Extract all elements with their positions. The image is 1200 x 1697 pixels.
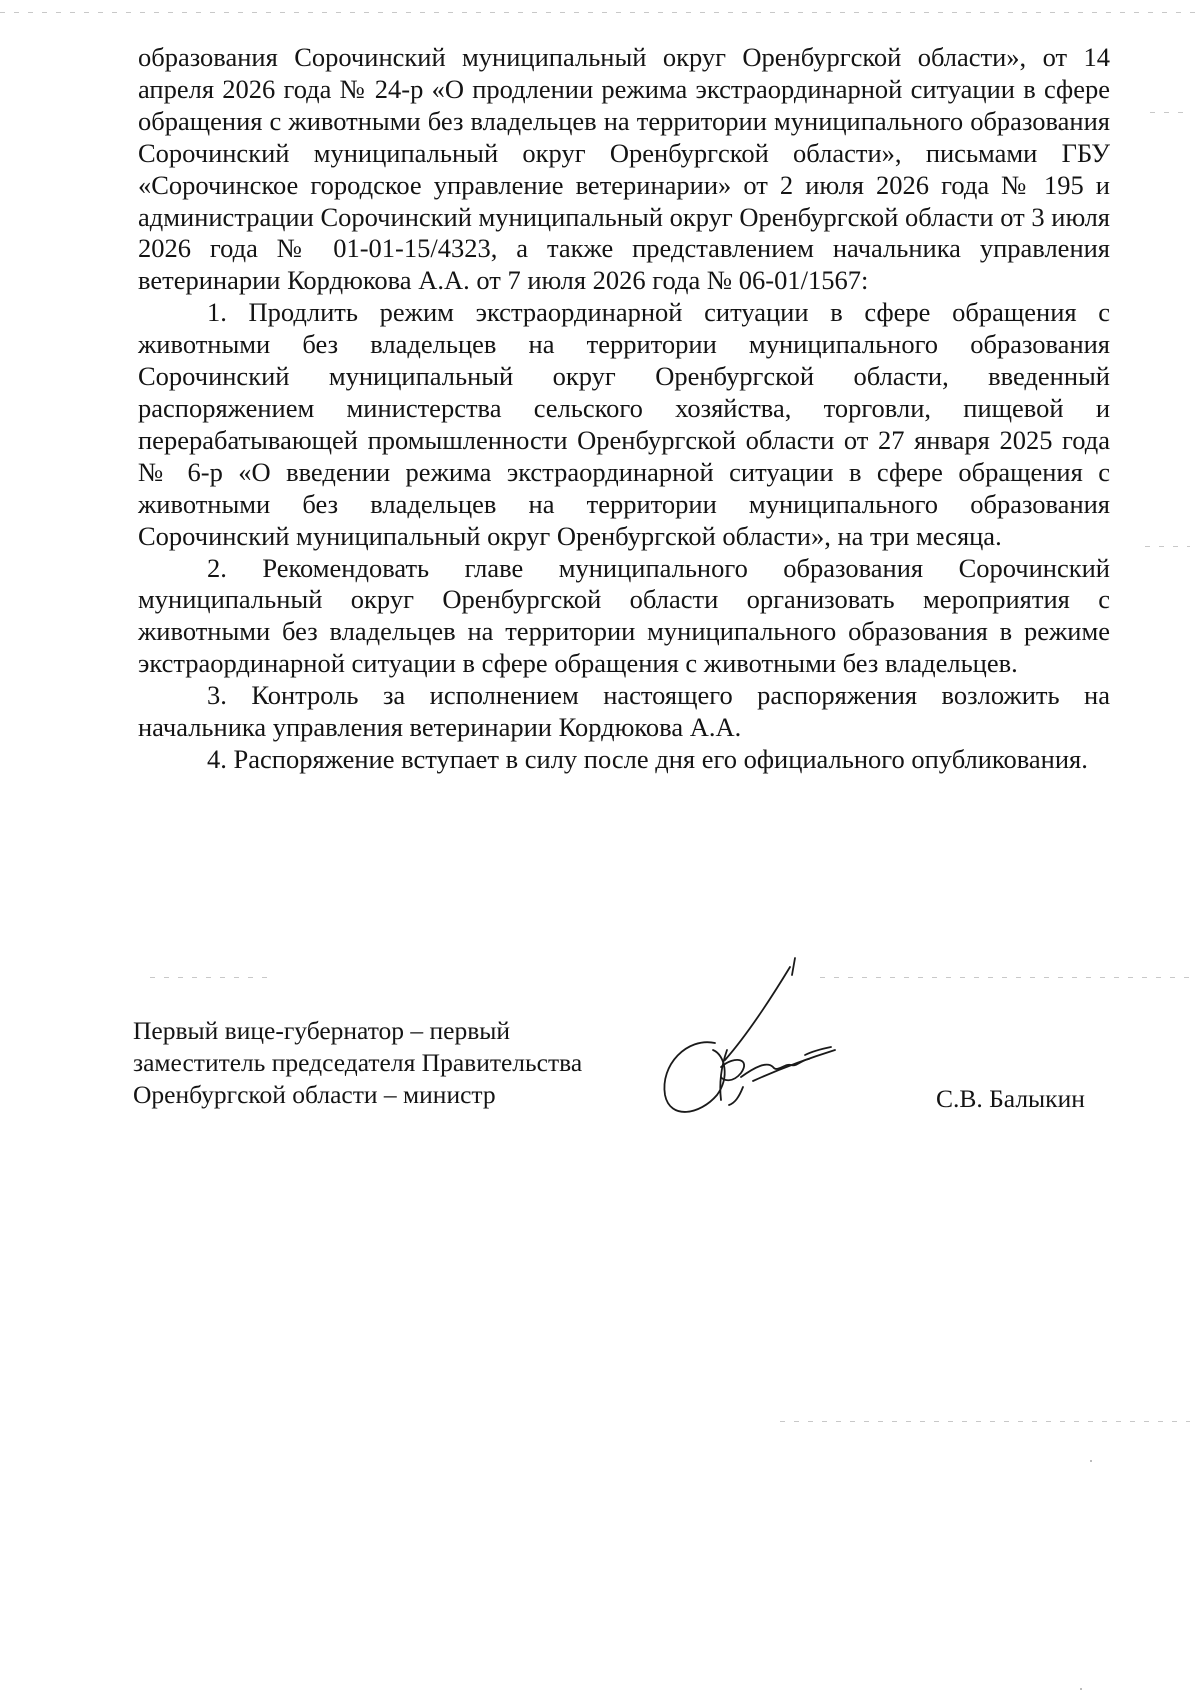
scan-dot (1090, 1460, 1092, 1462)
scan-artifact-lower (780, 1421, 1190, 1422)
signer-position-line: Первый вице-губернатор – первый (133, 1016, 511, 1045)
signer-position-line: Оренбургской области – министр (133, 1080, 496, 1109)
scan-artifact-right (820, 977, 1190, 978)
item-2: 2. Рекомендовать главе муниципального образования Сорочинский муниципальный округ Оренбургской области организовать мероприятия с животными без владельцев на территории муниципального образования в режиме экстраординарной ситуации в сфере обращения с животными без владельцев. (138, 552, 1110, 679)
item-4: 4. Распоряжение вступает в силу после дня его официального опубликования. (207, 743, 1088, 774)
item-3: 3. Контроль за исполнением настоящего распоряжения возложить на начальника управления ветеринарии Кордюкова А.А. (138, 680, 1110, 743)
scan-artifact-left (150, 977, 270, 978)
item-1: 1. Продлить режим экстраординарной ситуации в сфере обращения с животными без владельцев на территории муниципального образования Сорочинский муниципальный округ Оренбургской области, введенный распоряжением министерства сельского хозяйства, торговли, пищевой и перерабатывающей промышленности Оренбургской области от 27 января 2025 года № 6-р «О введении режима экстраординарной ситуации в сфере обращения с животными без владельцев на территории муниципального образования Сорочинский муниципальный округ Оренбургской области», на три месяца. (138, 297, 1110, 551)
scan-artifact-margin-2 (1145, 546, 1190, 547)
document-body (138, 42, 1110, 776)
signer-name: С.В. Балыкин (936, 1084, 1085, 1113)
scan-artifact-top (0, 12, 1200, 13)
scan-artifact-margin-1 (1150, 112, 1190, 113)
continuation-paragraph: образования Сорочинский муниципальный округ Оренбургской области», от 14 апреля 2026 года № 24-р «О продлении режима экстраординарной ситуации в сфере обращения с животными без владельцев на территории муниципального образования Сорочинский муниципальный округ Оренбургской области», письмами ГБУ «Сорочинское городское управление ветеринарии» от 2 июля 2026 года № 195 и администрации Сорочинский муниципальный округ Оренбургской области от 3 июля 2026 года № 01-01-15/4323, а также представлением начальника управления ветеринарии Кордюкова А.А. от 7 июля 2026 года № 06-01/1567: (138, 42, 1110, 296)
signer-position-line: заместитель председателя Правительства (133, 1048, 583, 1077)
handwritten-signature (655, 955, 855, 1125)
scan-dot (1080, 1688, 1082, 1690)
signer-position (133, 1015, 653, 1111)
